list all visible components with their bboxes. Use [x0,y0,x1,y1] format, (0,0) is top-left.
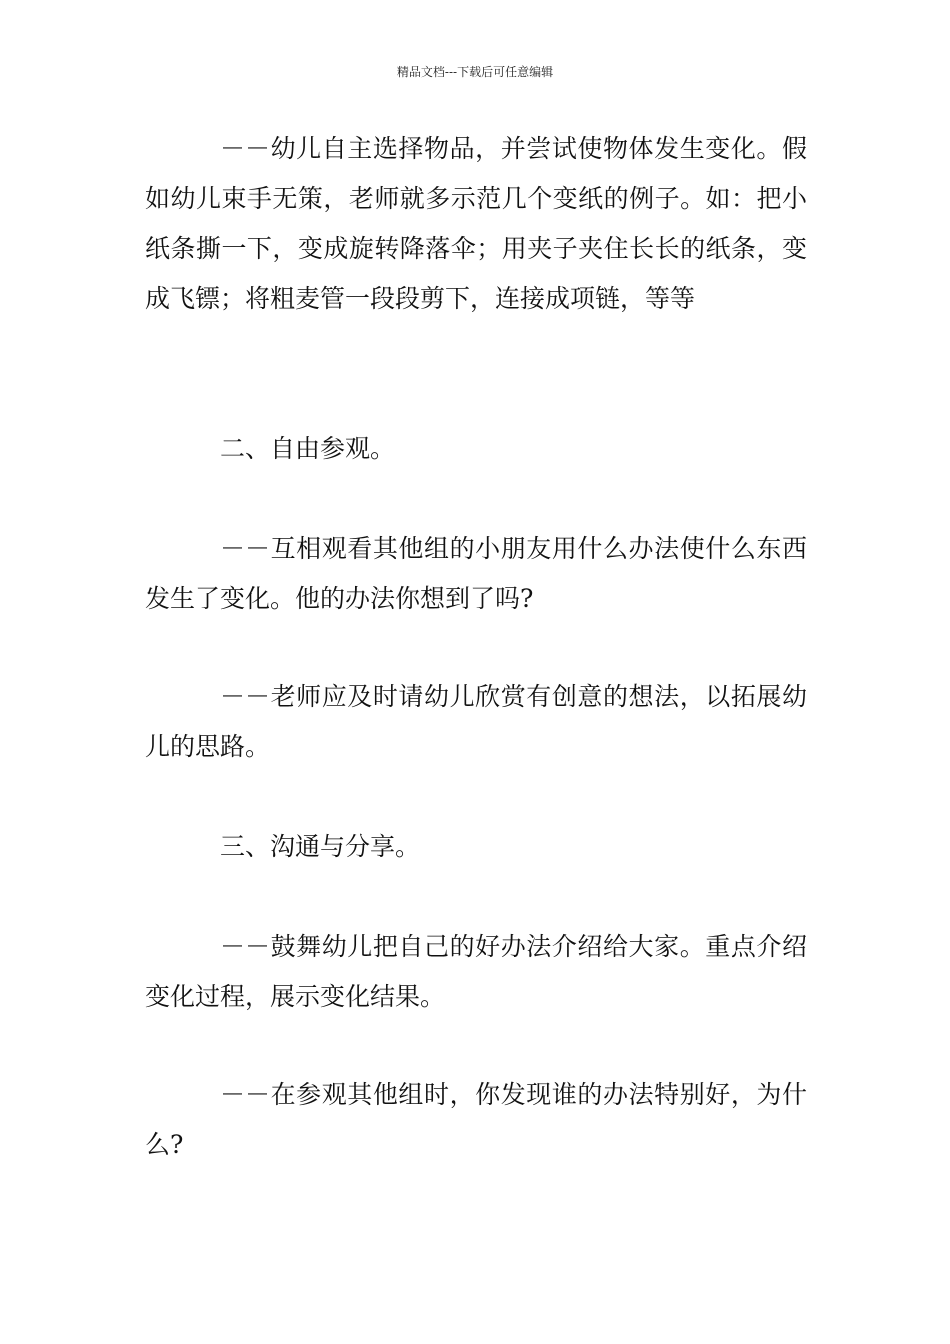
paragraph-teacher-guide: －－老师应及时请幼儿欣赏有创意的想法，以拓展幼儿的思路。 [145,682,807,761]
paragraph-observe: －－互相观看其他组的小朋友用什么办法使什么东西发生了变化。他的办法你想到了吗? [145,534,807,613]
paragraph-activity: －－幼儿自主选择物品，并尝试使物体发生变化。假如幼儿束手无策，老师就多示范几个变纸的例子。如：把小纸条撕一下，变成旋转降落伞；用夹子夹住长长的纸条，变成飞镖；将粗麦管一段段剪下，连接成项链，等等 [145,134,807,313]
paragraph-encourage: －－鼓舞幼儿把自己的好办法介绍给大家。重点介绍变化过程，展示变化结果。 [145,932,807,1011]
section-heading-share: 三、沟通与分享。 [220,832,421,861]
page-header: 精品文档---下载后可任意编辑 [396,65,554,79]
section-heading-free-visit: 二、自由参观。 [220,434,396,463]
paragraph-question: －－在参观其他组时，你发现谁的办法特别好，为什么? [145,1080,807,1159]
